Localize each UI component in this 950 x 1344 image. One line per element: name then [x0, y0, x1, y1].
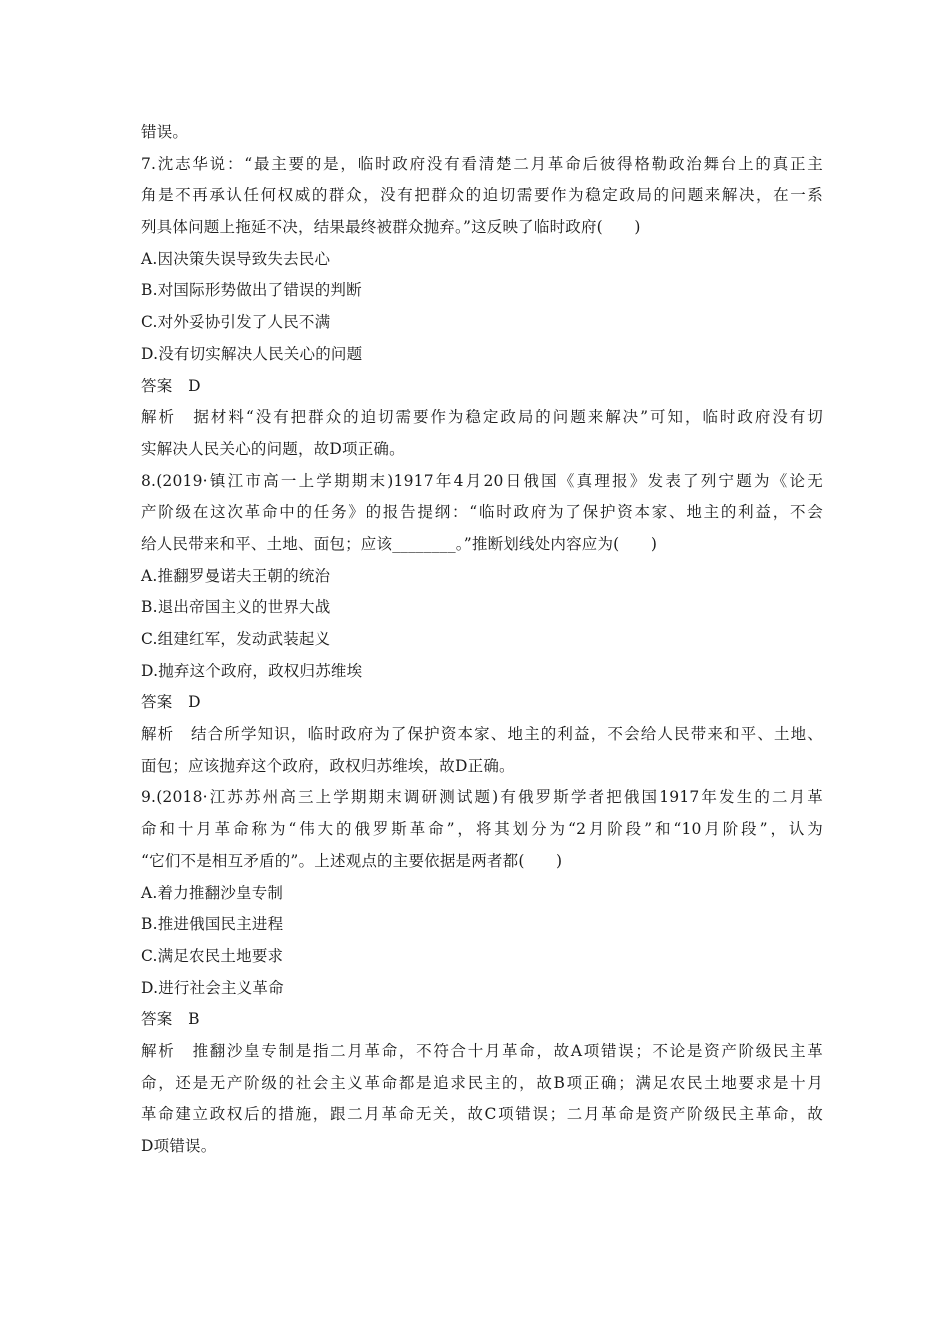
text-line: 8.(2019·镇江市高一上学期期末)1917年4月20日俄国《真理报》发表了列宁题为《论无: [141, 471, 823, 490]
text-line: 命，还是无产阶级的社会主义革命都是追求民主的，故B项正确；满足农民土地要求是十月: [141, 1073, 823, 1092]
text-line: “它们不是相互矛盾的”。上述观点的主要依据是两者都( ): [141, 851, 563, 870]
text-line: D.没有切实解决人民关心的问题: [141, 344, 363, 363]
text-line: B.对国际形势做出了错误的判断: [141, 281, 362, 300]
text-line: 解析 据材料“没有把群众的迫切需要作为稳定政局的问题来解决”可知，临时政府没有切: [141, 408, 823, 427]
text-line: 解析 结合所学知识，临时政府为了保护资本家、地主的利益，不会给人民带来和平、土地、: [141, 725, 823, 744]
text-line: 给人民带来和平、土地、面包；应该________。”推断划线处内容应为( ): [141, 534, 658, 553]
text-line: 实解决人民关心的问题，故D项正确。: [141, 439, 405, 458]
text-line: 产阶级在这次革命中的任务》的报告提纲：“临时政府为了保护资本家、地主的利益，不会: [141, 503, 823, 522]
text-line: D.抛弃这个政府，政权归苏维埃: [141, 661, 363, 680]
text-line: 角是不再承认任何权威的群众，没有把群众的迫切需要作为稳定政局的问题来解决，在一系: [141, 186, 823, 205]
text-line: 答案 D: [141, 693, 201, 712]
text-line: C.组建红军，发动武装起义: [141, 630, 331, 648]
text-line: C.对外妥协引发了人民不满: [141, 313, 331, 332]
text-line: 答案 D: [141, 376, 201, 395]
text-line: 面包；应该抛弃这个政府，政权归苏维埃，故D正确。: [141, 756, 515, 775]
text-line: 答案 B: [141, 1010, 200, 1029]
text-line: 9.(2018·江苏苏州高三上学期期末调研测试题)有俄罗斯学者把俄国1917年发生的二月革: [141, 788, 823, 807]
text-line: A.着力推翻沙皇专制: [141, 883, 284, 902]
text-line: A.因决策失误导致失去民心: [141, 249, 331, 268]
text-line: A.推翻罗曼诺夫王朝的统治: [141, 566, 331, 585]
text-line: 7.沈志华说：“最主要的是，临时政府没有看清楚二月革命后彼得格勒政治舞台上的真正主: [141, 154, 823, 173]
text-line: D.进行社会主义革命: [141, 978, 284, 997]
text-line: 解析 推翻沙皇专制是指二月革命，不符合十月革命，故A项错误；不论是资产阶级民主革: [141, 1041, 823, 1060]
text-line: B.推进俄国民主进程: [141, 915, 284, 934]
text-line: 错误。: [141, 123, 189, 141]
text-line: 列具体问题上拖延不决，结果最终被群众抛弃。”这反映了临时政府( ): [141, 218, 641, 237]
text-line: 命和十月革命称为“伟大的俄罗斯革命”，将其划分为“2月阶段”和“10月阶段”，认为: [141, 820, 823, 839]
text-line: 革命建立政权后的措施，跟二月革命无关，故C项错误；二月革命是资产阶级民主革命，故: [141, 1105, 823, 1124]
text-line: B.退出帝国主义的世界大战: [141, 598, 331, 617]
text-line: D项错误。: [141, 1137, 217, 1155]
text-line: C.满足农民土地要求: [141, 946, 284, 965]
document-page: [141, 117, 823, 1163]
